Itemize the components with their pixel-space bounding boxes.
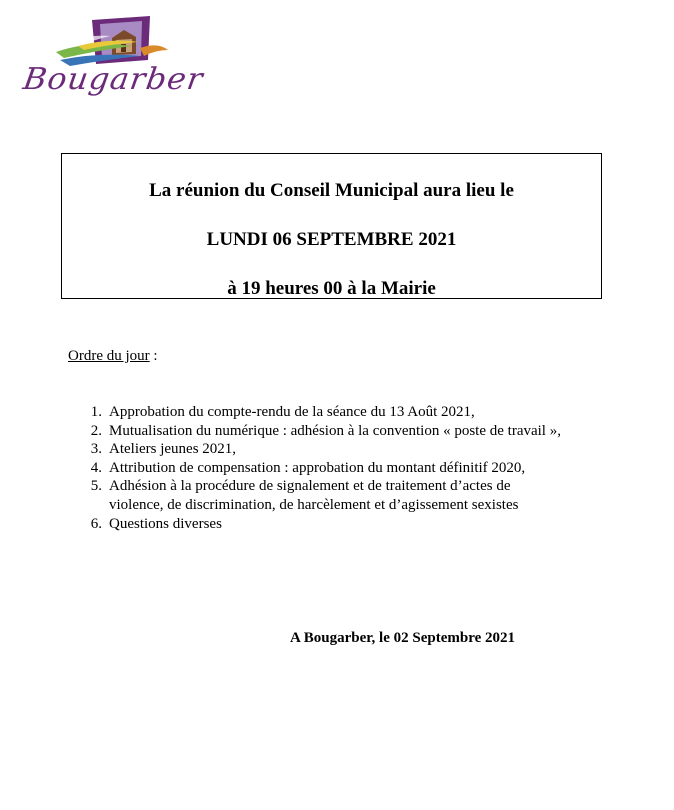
- agenda-item-number: 3.: [90, 441, 102, 458]
- agenda-item-text: Mutualisation du numérique : adhésion à la convention « poste de travail »,: [109, 422, 561, 439]
- place-and-date-signature: A Bougarber, le 02 Septembre 2021: [290, 630, 515, 646]
- announcement-box: [61, 153, 602, 299]
- agenda-item: [80, 422, 640, 441]
- agenda-item-text: Approbation du compte-rendu de la séance du 13 Août 2021,: [109, 404, 475, 420]
- agenda-item: [80, 440, 640, 459]
- agenda-item: [80, 515, 640, 534]
- announcement-time-place: à 19 heures 00 à la Mairie: [227, 278, 436, 299]
- agenda-item: [80, 403, 640, 422]
- agenda-item-text: Ateliers jeunes 2021,: [109, 441, 237, 458]
- agenda-item-text-continued: violence, de discrimination, de harcèlement et d’agissement sexistes: [109, 496, 519, 513]
- agenda-item-text: Questions diverses: [109, 515, 222, 532]
- agenda-item-number: 4.: [90, 459, 102, 476]
- agenda-heading: [68, 347, 158, 365]
- agenda-item-text: Adhésion à la procédure de signalement et de traitement d’actes de: [109, 478, 511, 495]
- announcement-line-1: La réunion du Conseil Municipal aura lieu le: [149, 180, 514, 201]
- agenda-list: [80, 403, 640, 533]
- agenda-item-number: 6.: [90, 515, 102, 532]
- announcement-date: LUNDI 06 SEPTEMBRE 2021: [206, 229, 457, 250]
- agenda-item-number: 5.: [90, 478, 102, 495]
- agenda-item-text: Attribution de compensation : approbation du montant définitif 2020,: [109, 459, 526, 476]
- agenda-heading-label: Ordre du jour: [68, 348, 150, 364]
- agenda-item: [80, 459, 640, 478]
- municipality-logo: [20, 12, 220, 104]
- agenda-item: [80, 477, 640, 514]
- agenda-item-number: 1.: [90, 404, 102, 420]
- agenda-heading-suffix: :: [149, 348, 158, 364]
- logo-text: Bougarber: [20, 62, 206, 97]
- agenda-item-number: 2.: [90, 422, 102, 439]
